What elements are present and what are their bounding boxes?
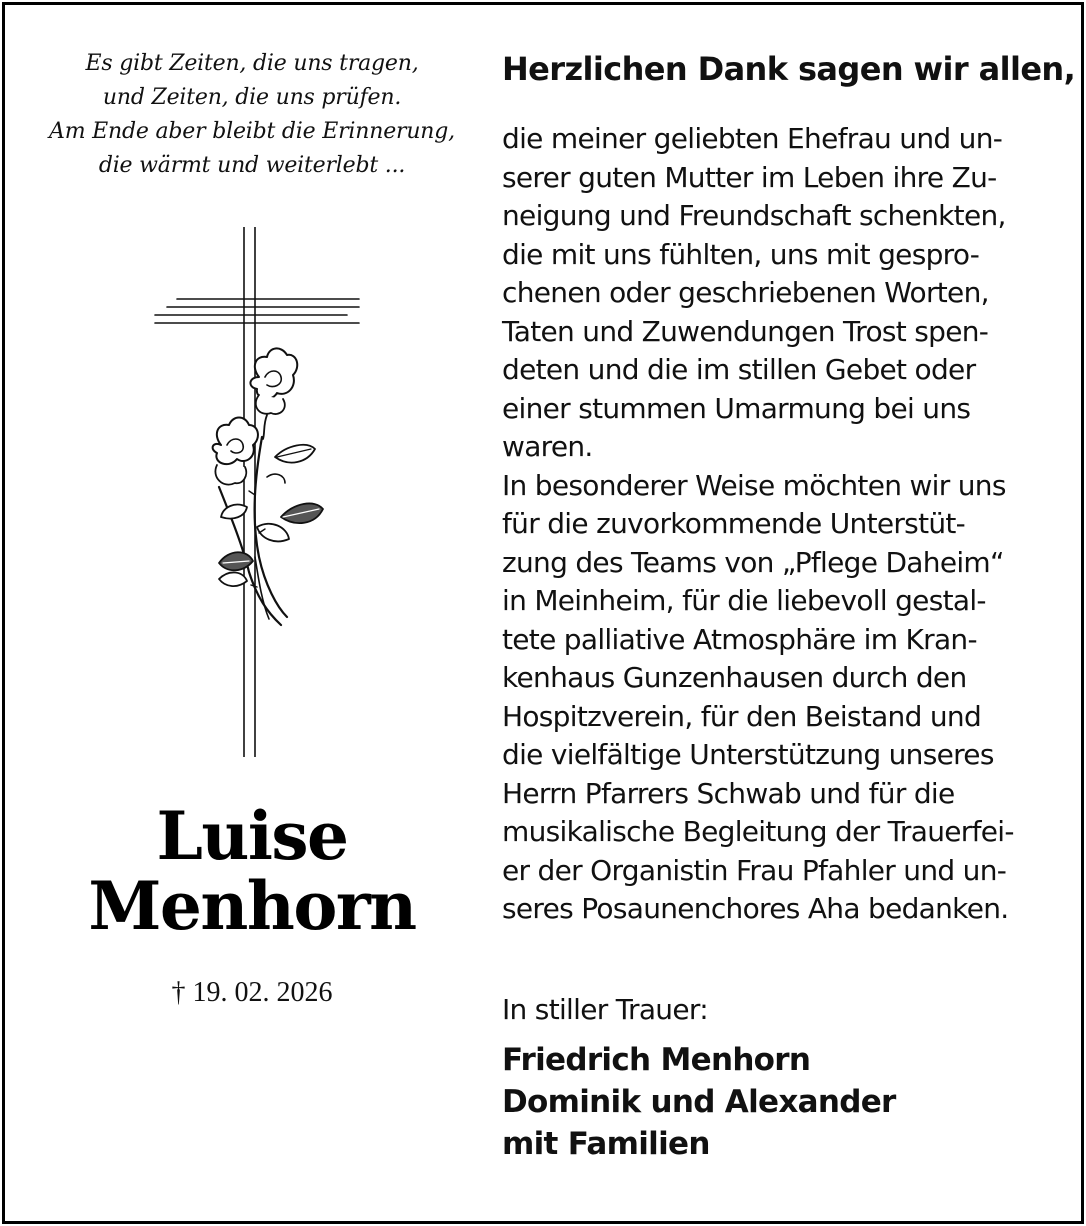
mourning-intro: In stiller Trauer: — [502, 993, 708, 1026]
death-date: † 19. 02. 2026 — [171, 977, 333, 1008]
body-line: zung des Teams von „Pflege Daheim“ — [502, 545, 1004, 579]
body-line: neigung und Freundschaft schenkten, — [502, 199, 1006, 232]
right-column — [502, 47, 1076, 1162]
mourner-name: mit Familien — [502, 1126, 710, 1162]
left-column — [27, 47, 477, 1008]
body-line: Taten und Zuwendungen Trost spen- — [502, 314, 989, 348]
body-line: tete palliative Atmosphäre im Kran- — [502, 622, 977, 656]
mourner-names — [502, 1039, 896, 1165]
cross-with-rose-icon — [147, 227, 367, 757]
body-line: die vielfältige Unterstützung unseres — [502, 738, 994, 771]
memorial-quote — [27, 47, 477, 183]
body-line: die meiner geliebten Ehefrau und un- — [502, 122, 1003, 155]
mourner-name: Dominik und Alexander — [502, 1084, 896, 1120]
quote-line: die wärmt und weiterlebt ... — [98, 153, 406, 178]
quote-line: und Zeiten, die uns prüfen. — [102, 85, 402, 110]
body-line: deten und die im stillen Gebet oder — [502, 353, 976, 386]
body-line: chenen oder geschriebenen Worten, — [502, 276, 989, 309]
obituary-card — [2, 2, 1084, 1224]
body-line: waren. — [502, 430, 593, 463]
thanks-heading: Herzlichen Dank sagen wir allen, — [502, 50, 1076, 88]
body-line: In besonderer Weise möchten wir uns — [502, 468, 1006, 502]
body-line: Hospitzverein, für den Beistand und — [502, 699, 982, 733]
body-line: kenhaus Gunzenhausen durch den — [502, 661, 967, 694]
body-line: musikalische Begleitung der Trauerfei- — [502, 815, 1014, 848]
quote-line: Am Ende aber bleibt die Erinnerung, — [49, 119, 455, 144]
body-line: Herrn Pfarrers Schwab und für die — [502, 776, 955, 810]
body-line: einer stummen Umarmung bei uns — [502, 391, 971, 425]
body-line: seres Posaunenchores Aha bedanken. — [502, 892, 1009, 925]
body-line: die mit uns fühlten, uns mit gespro- — [502, 237, 980, 271]
deceased-last-name: Menhorn — [88, 867, 416, 945]
body-line: serer guten Mutter im Leben ihre Zu- — [502, 160, 997, 194]
thanks-body — [502, 120, 1062, 929]
body-line: für die zuvorkommende Unterstüt- — [502, 507, 966, 540]
body-line: er der Organistin Frau Pfahler und un- — [502, 853, 1007, 887]
body-line: in Meinheim, für die liebevoll gestal- — [502, 584, 986, 617]
quote-line: Es gibt Zeiten, die uns tragen, — [85, 51, 419, 76]
mourner-name: Friedrich Menhorn — [502, 1042, 811, 1078]
deceased-name — [27, 797, 477, 945]
deceased-first-name: Luise — [156, 797, 348, 875]
